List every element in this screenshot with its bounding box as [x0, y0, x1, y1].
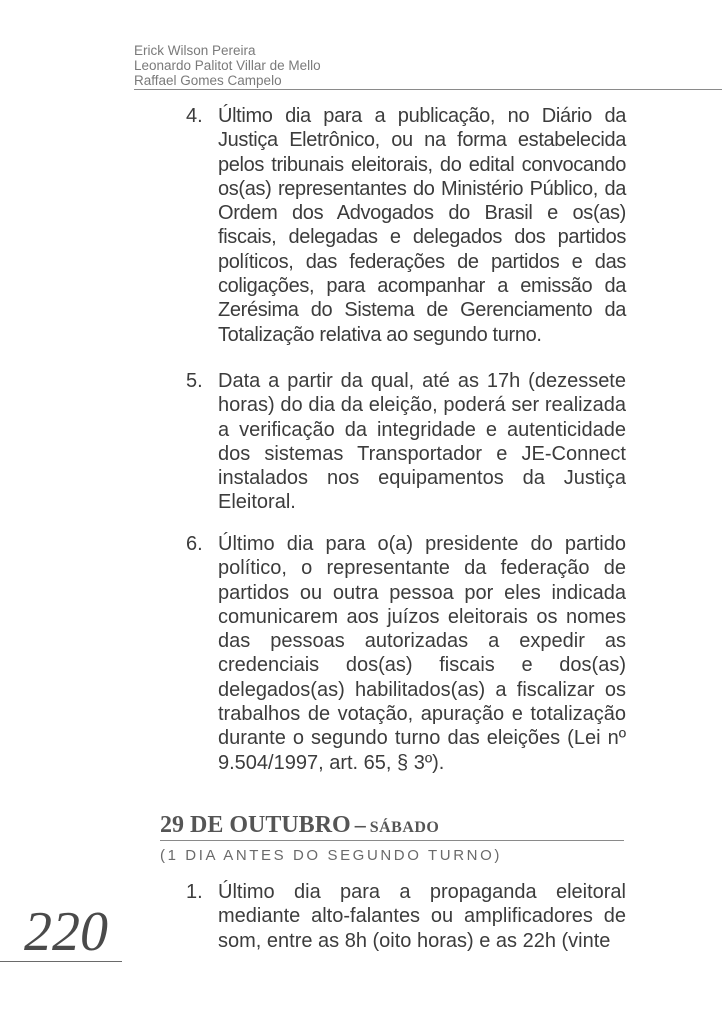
list-item: [186, 104, 626, 347]
list-item-text: Último dia para a publicação, no Diário da Justiça Eletrônico, ou na forma estabelecida pelos tribunais eleitorais, do edital convocando os(as) representantes do Ministério Público, da Ordem dos Advogados do Brasil e os(as) fiscais, delegadas e delegados dos partidos políticos, das federações de partidos e das coligações, para acompanhar a emissão da Zerésima do Sistema de Gerenciamento da Totalização relativa ao segundo turno.: [218, 105, 626, 346]
section-heading: [160, 812, 439, 839]
section-divider: [160, 840, 624, 841]
running-header-authors: [134, 43, 321, 88]
page-number-divider: [0, 961, 122, 962]
section-weekday: SÁBADO: [369, 819, 440, 836]
list-item-number: 4.: [186, 105, 203, 127]
header-divider: [134, 89, 722, 90]
section-date: 29 DE OUTUBRO: [160, 812, 351, 838]
list-item-number: 6.: [186, 533, 203, 555]
author-name: Leonardo Palitot Villar de Mello: [134, 58, 321, 73]
list-item-number: 1.: [186, 881, 203, 903]
section-dash: –: [354, 812, 366, 837]
section-subtitle: (1 DIA ANTES DO SEGUNDO TURNO): [160, 847, 502, 864]
list-item: [186, 880, 626, 953]
list-item-number: 5.: [186, 370, 203, 392]
list-item: [186, 532, 626, 775]
list-item: [186, 369, 626, 515]
list-item-text: Último dia para o(a) presidente do partido político, o representante da federação de partidos ou outra pessoa por eles indicada comunicarem aos juízos eleitorais os nomes das pessoas autorizadas a expedir as credenciais dos(as) fiscais e dos(as) delegados(as) habilitados(as) a fiscalizar os trabalhos de votação, apuração e totalização durante o segundo turno das eleições (Lei nº 9.504/1997, art. 65, § 3º).: [218, 533, 626, 774]
list-item-text: Último dia para a propaganda eleitoral mediante alto-falantes ou amplificadores de som, entre as 8h (oito horas) e as 22h (vinte: [218, 881, 626, 952]
author-name: Raffael Gomes Campelo: [134, 73, 282, 88]
list-item-text: Data a partir da qual, até as 17h (dezessete horas) do dia da eleição, poderá ser realizada a verificação da integridade e autenticidade dos sistemas Transportador e JE-Connect instalados nos equipamentos da Justiça Eleitoral.: [218, 370, 626, 514]
author-name: Erick Wilson Pereira: [134, 43, 256, 58]
page-number: 220: [24, 901, 108, 963]
